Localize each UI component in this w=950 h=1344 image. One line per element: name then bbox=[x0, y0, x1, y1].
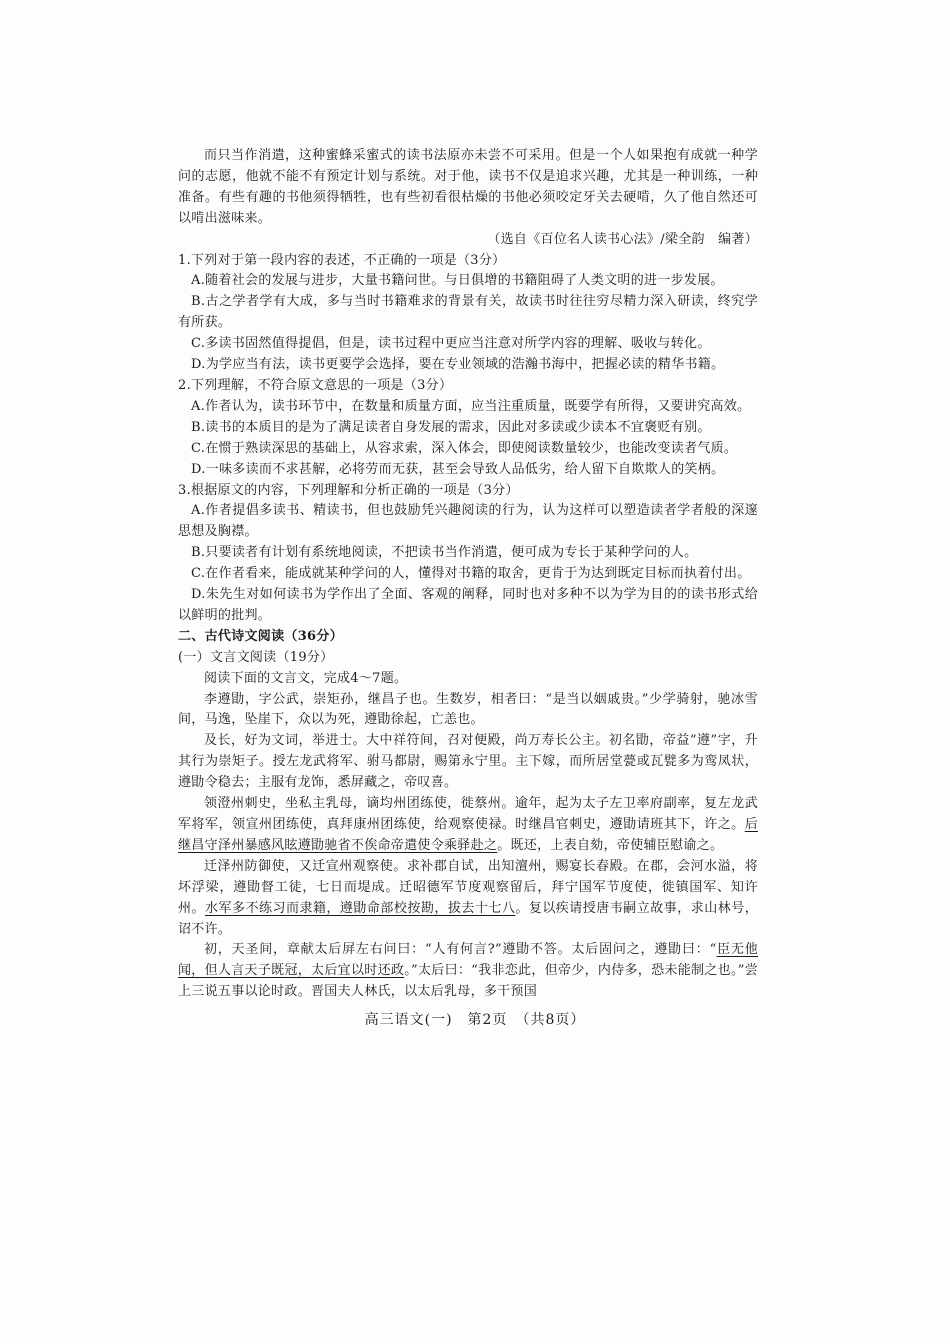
question-3-option-b: B.只要读者有计划有系统地阅读，不把读书当作消遣，便可成为专长于某种学问的人。 bbox=[191, 545, 698, 561]
question-1-option-b: B.古之学者学有大成，多与当时书籍难求的背景有关，故读书时往往穷尽精力深入研读，终究学有所获。 bbox=[178, 294, 758, 331]
paragraph-4-text-a: 迁泽州防御使，又迁宣州观察使。求补郡自试，出知澶州，赐宴长春殿。在郡，会河水溢，将坏浮梁，遵勖督工徒，七日而堤成。迁昭德军节度观察留后，拜宁国军节度使，徙镇国军、知许州。 bbox=[178, 858, 758, 916]
reading-instruction: 阅读下面的文言文，完成4～7题。 bbox=[204, 670, 408, 686]
question-1-option-a: A.随着社会的发展与进步，大量书籍问世。与日俱增的书籍阻碍了人类文明的进一步发展。 bbox=[191, 273, 724, 289]
question-3-option-c: C.在作者看来，能成就某种学问的人，懂得对书籍的取舍，更肯于为达到既定目标而执着付出。 bbox=[191, 566, 751, 582]
question-1-option-c: C.多读书固然值得提倡，但是，读书过程中更应当注意对所学内容的理解、吸收与转化。 bbox=[191, 336, 711, 352]
page-content bbox=[178, 146, 758, 1003]
section-heading: 二、古代诗文阅读（36分） bbox=[178, 628, 343, 644]
underlined-sentence-1: 后继昌守泽州暴感风眩遵勖驰省不俟命帝遣使令乘驿赴之 bbox=[178, 817, 758, 853]
paragraph-5-text-a: 初，天圣间，章献太后屏左右问曰：“人有何言?”遵勖不答。太后固问之，遵勖曰：“ bbox=[204, 942, 717, 958]
question-2-option-d: D.一味多读而不求甚解，必将劳而无获，甚至会导致人品低劣，给人留下自欺欺人的笑柄。 bbox=[191, 461, 725, 477]
paragraph-4-text-b: 。复以疾请授唐韦嗣立故事，求山林号，诏不许。 bbox=[178, 900, 758, 937]
question-3-stem: 3.根据原文的内容，下列理解和分析正确的一项是（3分） bbox=[178, 482, 519, 498]
question-2-option-a: A.作者认为，读书环节中，在数量和质量方面，应当注重质量，既要学有所得，又要讲究高效。 bbox=[191, 398, 751, 414]
classical-paragraph-2: 及长，好为文词，举进士。大中祥符间，召对便殿，尚万寿长公主。初名勖，帝益“遵”字，升其行为崇矩子。授左龙武将军、驸马都尉，赐第永宁里。主下嫁，而所居堂甍或瓦甓多为鸾凤状，遵勖令稳去；主服有龙饰，悉屏藏之，帝叹喜。 bbox=[178, 733, 758, 791]
paragraph-3-text-a: 领澄州刺史，坐私主乳母，谪均州团练使，徙蔡州。逾年，起为太子左卫率府副率，复左龙武军将军，领宣州团练使，真拜康州团练使，给观察使禄。时继昌官刺史，遵勖请班其下，许之。 bbox=[178, 796, 758, 832]
question-3-option-a: A.作者提倡多读书、精读书，但也鼓励凭兴趣阅读的行为，认为这样可以塑造读者学者般的深邃思想及胸襟。 bbox=[178, 503, 758, 540]
question-1-option-d: D.为学应当有法，读书更要学会选择，要在专业领域的浩瀚书海中，把握必读的精华书籍。 bbox=[191, 357, 725, 373]
page-footer: 高三语文(一) 第2页 （共8页） bbox=[364, 1012, 586, 1028]
source-citation: （选自《百位名人读书心法》/梁全韵 编著） bbox=[487, 231, 758, 247]
question-2-option-b: B.读书的本质目的是为了满足读者自身发展的需求，因此对多读或少读本不宜褒贬有别。 bbox=[191, 419, 711, 435]
classical-paragraph-1: 李遵勖，字公武，崇矩孙，继昌子也。生数岁，相者曰：“是当以姻戚贵。”少学骑射，驰冰雪间，马逸，坠崖下，众以为死，遵勖徐起，亡恙也。 bbox=[178, 691, 758, 728]
classical-paragraph-4 bbox=[178, 857, 758, 941]
underlined-sentence-2: 水军多不练习而隶籍，遵勖命部校按勘，拔去十七八 bbox=[205, 900, 516, 916]
classical-paragraph-3 bbox=[178, 794, 758, 857]
underlined-sentence-3: 臣无他闻，但人言天子既冠，太后宜以时还政 bbox=[178, 942, 758, 979]
question-1-stem: 1.下列对于第一段内容的表述，不正确的一项是（3分） bbox=[178, 252, 506, 268]
question-3-option-d: D.朱先生对如何读书为学作出了全面、客观的阐释，同时也对多种不以为学为目的的读书形式给以鲜明的批判。 bbox=[178, 587, 758, 623]
classical-paragraph-5 bbox=[178, 940, 758, 1003]
paragraph-5-text-b: 。”太后曰：“我非恋此，但帝少，内侍多，恐未能制之也。”尝上三说五事以论时政。晋国夫人林氏，以太后乳母，多干预国 bbox=[178, 963, 758, 1000]
passage-ending: 而只当作消遣，这种蜜蜂采蜜式的读书法原亦未尝不可采用。但是一个人如果抱有成就一种学问的志愿，他就不能不有预定计划与系统。对于他，读书不仅是追求兴趣，尤其是一种训练，一种准备。有些有趣的书他须得牺牲，也有些初看很枯燥的书他必须咬定牙关去硬啃，久了他自然还可以啃出滋味来。 bbox=[178, 148, 758, 226]
question-2-stem: 2.下列理解，不符合原文意思的一项是（3分） bbox=[178, 377, 453, 393]
paragraph-3-text-b: 。既还，上表自劾，帝使辅臣慰谕之。 bbox=[497, 837, 724, 853]
question-2-option-c: C.在惯于熟读深思的基础上，从容求索，深入体会，即使阅读数量较少，也能改变读者气质。 bbox=[191, 440, 738, 456]
subsection-heading: (一）文言文阅读（19分） bbox=[178, 649, 334, 665]
